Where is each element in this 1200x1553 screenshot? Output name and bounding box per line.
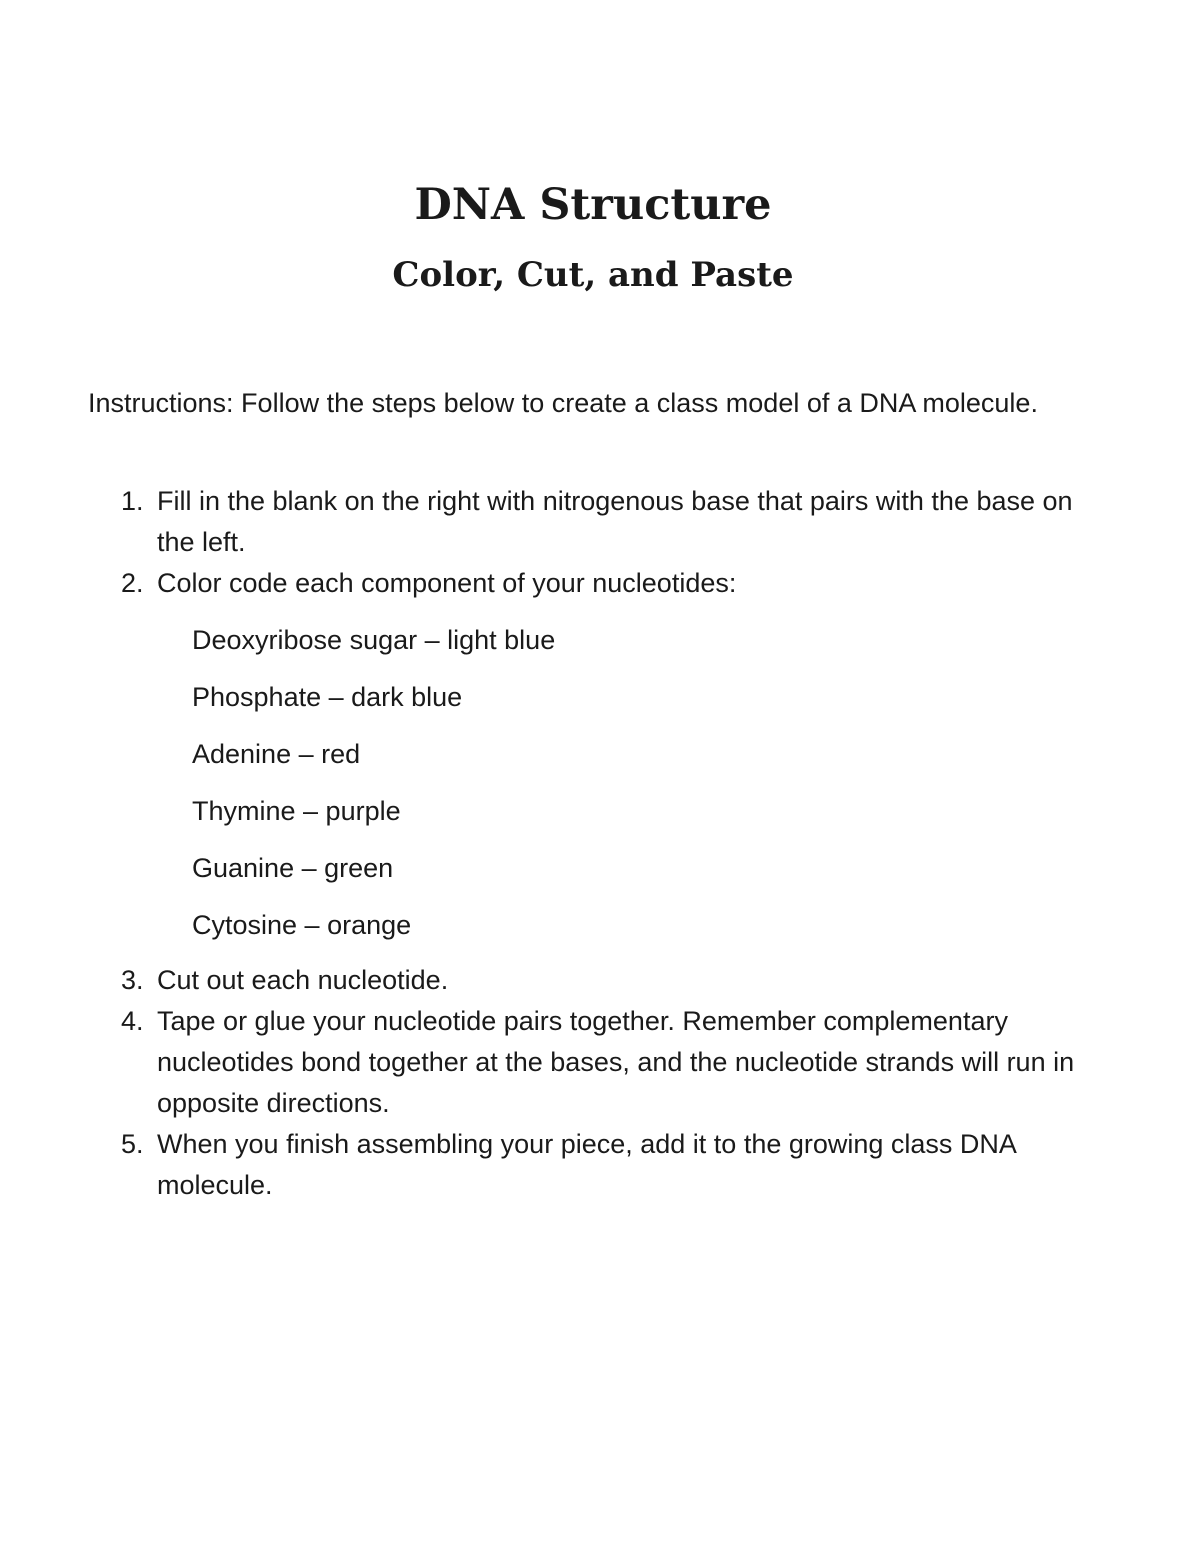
step-text: When you finish assembling your piece, add it to the growing class DNA molecule. <box>157 1129 1016 1200</box>
color-item-guanine: Guanine – green <box>192 853 394 883</box>
instructions-text: Instructions: Follow the steps below to create a class model of a DNA molecule. <box>88 388 1038 418</box>
step-text: Tape or glue your nucleotide pairs together. Remember complementary nucleotides bond together at the bases, and the nucleotide strands will run in opposite directions. <box>157 1006 1075 1118</box>
color-item-sugar: Deoxyribose sugar – light blue <box>192 625 556 655</box>
step-text: Color code each component of your nucleotides: <box>157 568 737 598</box>
color-code-list <box>157 620 1088 946</box>
step-4 <box>88 1001 1088 1124</box>
step-2 <box>88 563 1088 946</box>
step-number: 3. <box>121 965 144 995</box>
color-item-cytosine: Cytosine – orange <box>192 910 412 940</box>
step-5 <box>88 1124 1088 1206</box>
step-number: 4. <box>121 1006 144 1036</box>
page-subtitle: Color, Cut, and Paste <box>392 255 794 295</box>
step-number: 2. <box>121 568 144 598</box>
color-item-adenine: Adenine – red <box>192 739 361 769</box>
step-text: Fill in the blank on the right with nitrogenous base that pairs with the base on the left. <box>157 486 1073 557</box>
step-number: 5. <box>121 1129 144 1159</box>
step-text: Cut out each nucleotide. <box>157 965 449 995</box>
steps-list <box>88 481 1088 1206</box>
step-3 <box>88 960 1088 1001</box>
color-item-thymine: Thymine – purple <box>192 796 401 826</box>
step-number: 1. <box>121 486 144 516</box>
step-1 <box>88 481 1088 563</box>
page-title: DNA Structure <box>414 180 772 230</box>
color-item-phosphate: Phosphate – dark blue <box>192 682 463 712</box>
